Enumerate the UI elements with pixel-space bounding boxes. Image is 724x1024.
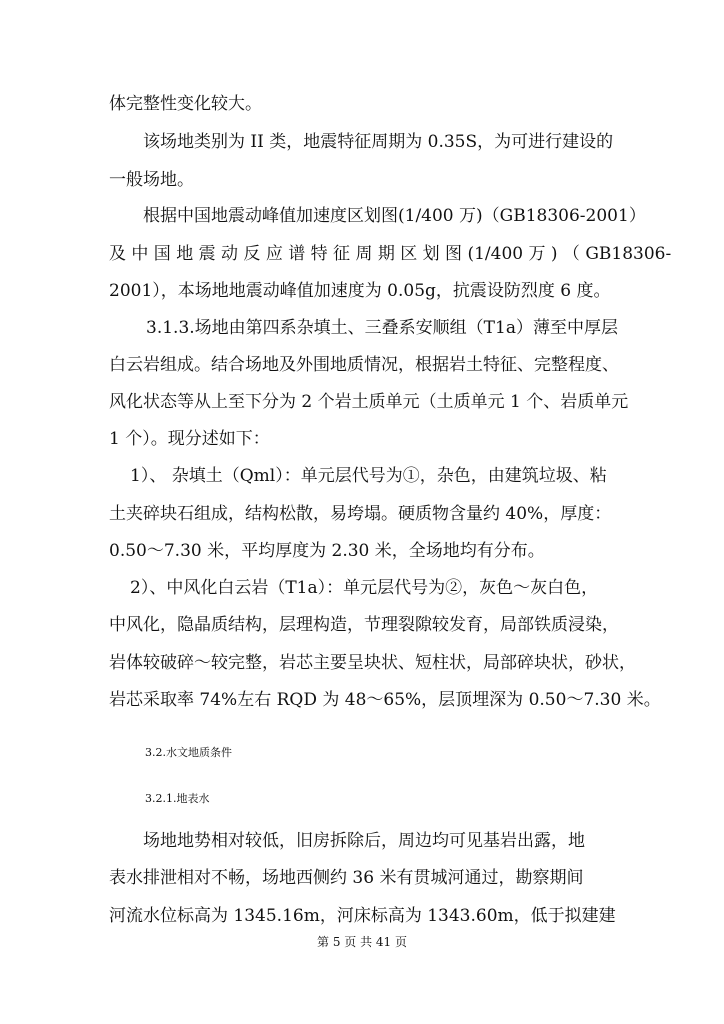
- body-line: 1 个）。现分述如下：: [109, 429, 270, 449]
- section-heading: 3.2.水文地质条件: [145, 746, 232, 759]
- page-footer: 第 5 页 共 41 页: [317, 935, 407, 949]
- body-line: 场地地势相对较低，旧房拆除后，周边均可见基岩出露，地: [143, 831, 585, 851]
- subsection-heading: 3.2.1.地表水: [145, 792, 210, 805]
- body-line: 1）、 杂填土（Qml）：单元层代号为①，杂色，由建筑垃圾、粘: [130, 466, 607, 486]
- body-line: 白云岩组成。结合场地及外围地质情况，根据岩土特征、完整程度、: [109, 355, 619, 375]
- body-line: 一般场地。: [109, 170, 194, 190]
- body-line: 风化状态等从上至下分为 2 个岩土质单元（土质单元 1 个、岩质单元: [109, 392, 629, 412]
- body-line: 土夹碎块石组成，结构松散，易垮塌。硬质物含量约 40%，厚度：: [109, 504, 612, 524]
- body-line: 2）、中风化白云岩（T1a）：单元层代号为②，灰色～灰白色，: [130, 578, 599, 598]
- body-line: 根据中国地震动峰值加速度区划图(1/400 万)（GB18306-2001）: [143, 206, 646, 226]
- body-line: 中风化，隐晶质结构，层理构造，节理裂隙较发育，局部铁质浸染，: [109, 615, 619, 635]
- body-line: 3.1.3.场地由第四系杂填土、三叠系安顺组（T1a）薄至中厚层: [146, 318, 618, 338]
- body-line: 体完整性变化较大。: [109, 94, 262, 114]
- body-line: 2001），本场地地震动峰值加速度为 0.05g，抗震设防烈度 6 度。: [109, 281, 611, 301]
- body-line: 表水排泄相对不畅，场地西侧约 36 米有贯城河通过，勘察期间: [109, 868, 584, 888]
- body-line: 岩体较破碎～较完整，岩芯主要呈块状、短柱状，局部碎块状，砂状，: [109, 653, 636, 673]
- body-line: 岩芯采取率 74%左右 RQD 为 48～65%，层顶埋深为 0.50～7.30 米。: [109, 690, 661, 710]
- body-line: 0.50～7.30 米，平均厚度为 2.30 米，全场地均有分布。: [109, 541, 545, 561]
- body-line: 该场地类别为 II 类，地震特征周期为 0.35S，为可进行建设的: [143, 132, 614, 152]
- body-line: 及 中 国 地 震 动 反 应 谱 特 征 周 期 区 划 图 (1/400 万 ) （ GB18306-: [109, 244, 672, 264]
- body-line: 河流水位标高为 1345.16m，河床标高为 1343.60m，低于拟建建: [109, 906, 616, 926]
